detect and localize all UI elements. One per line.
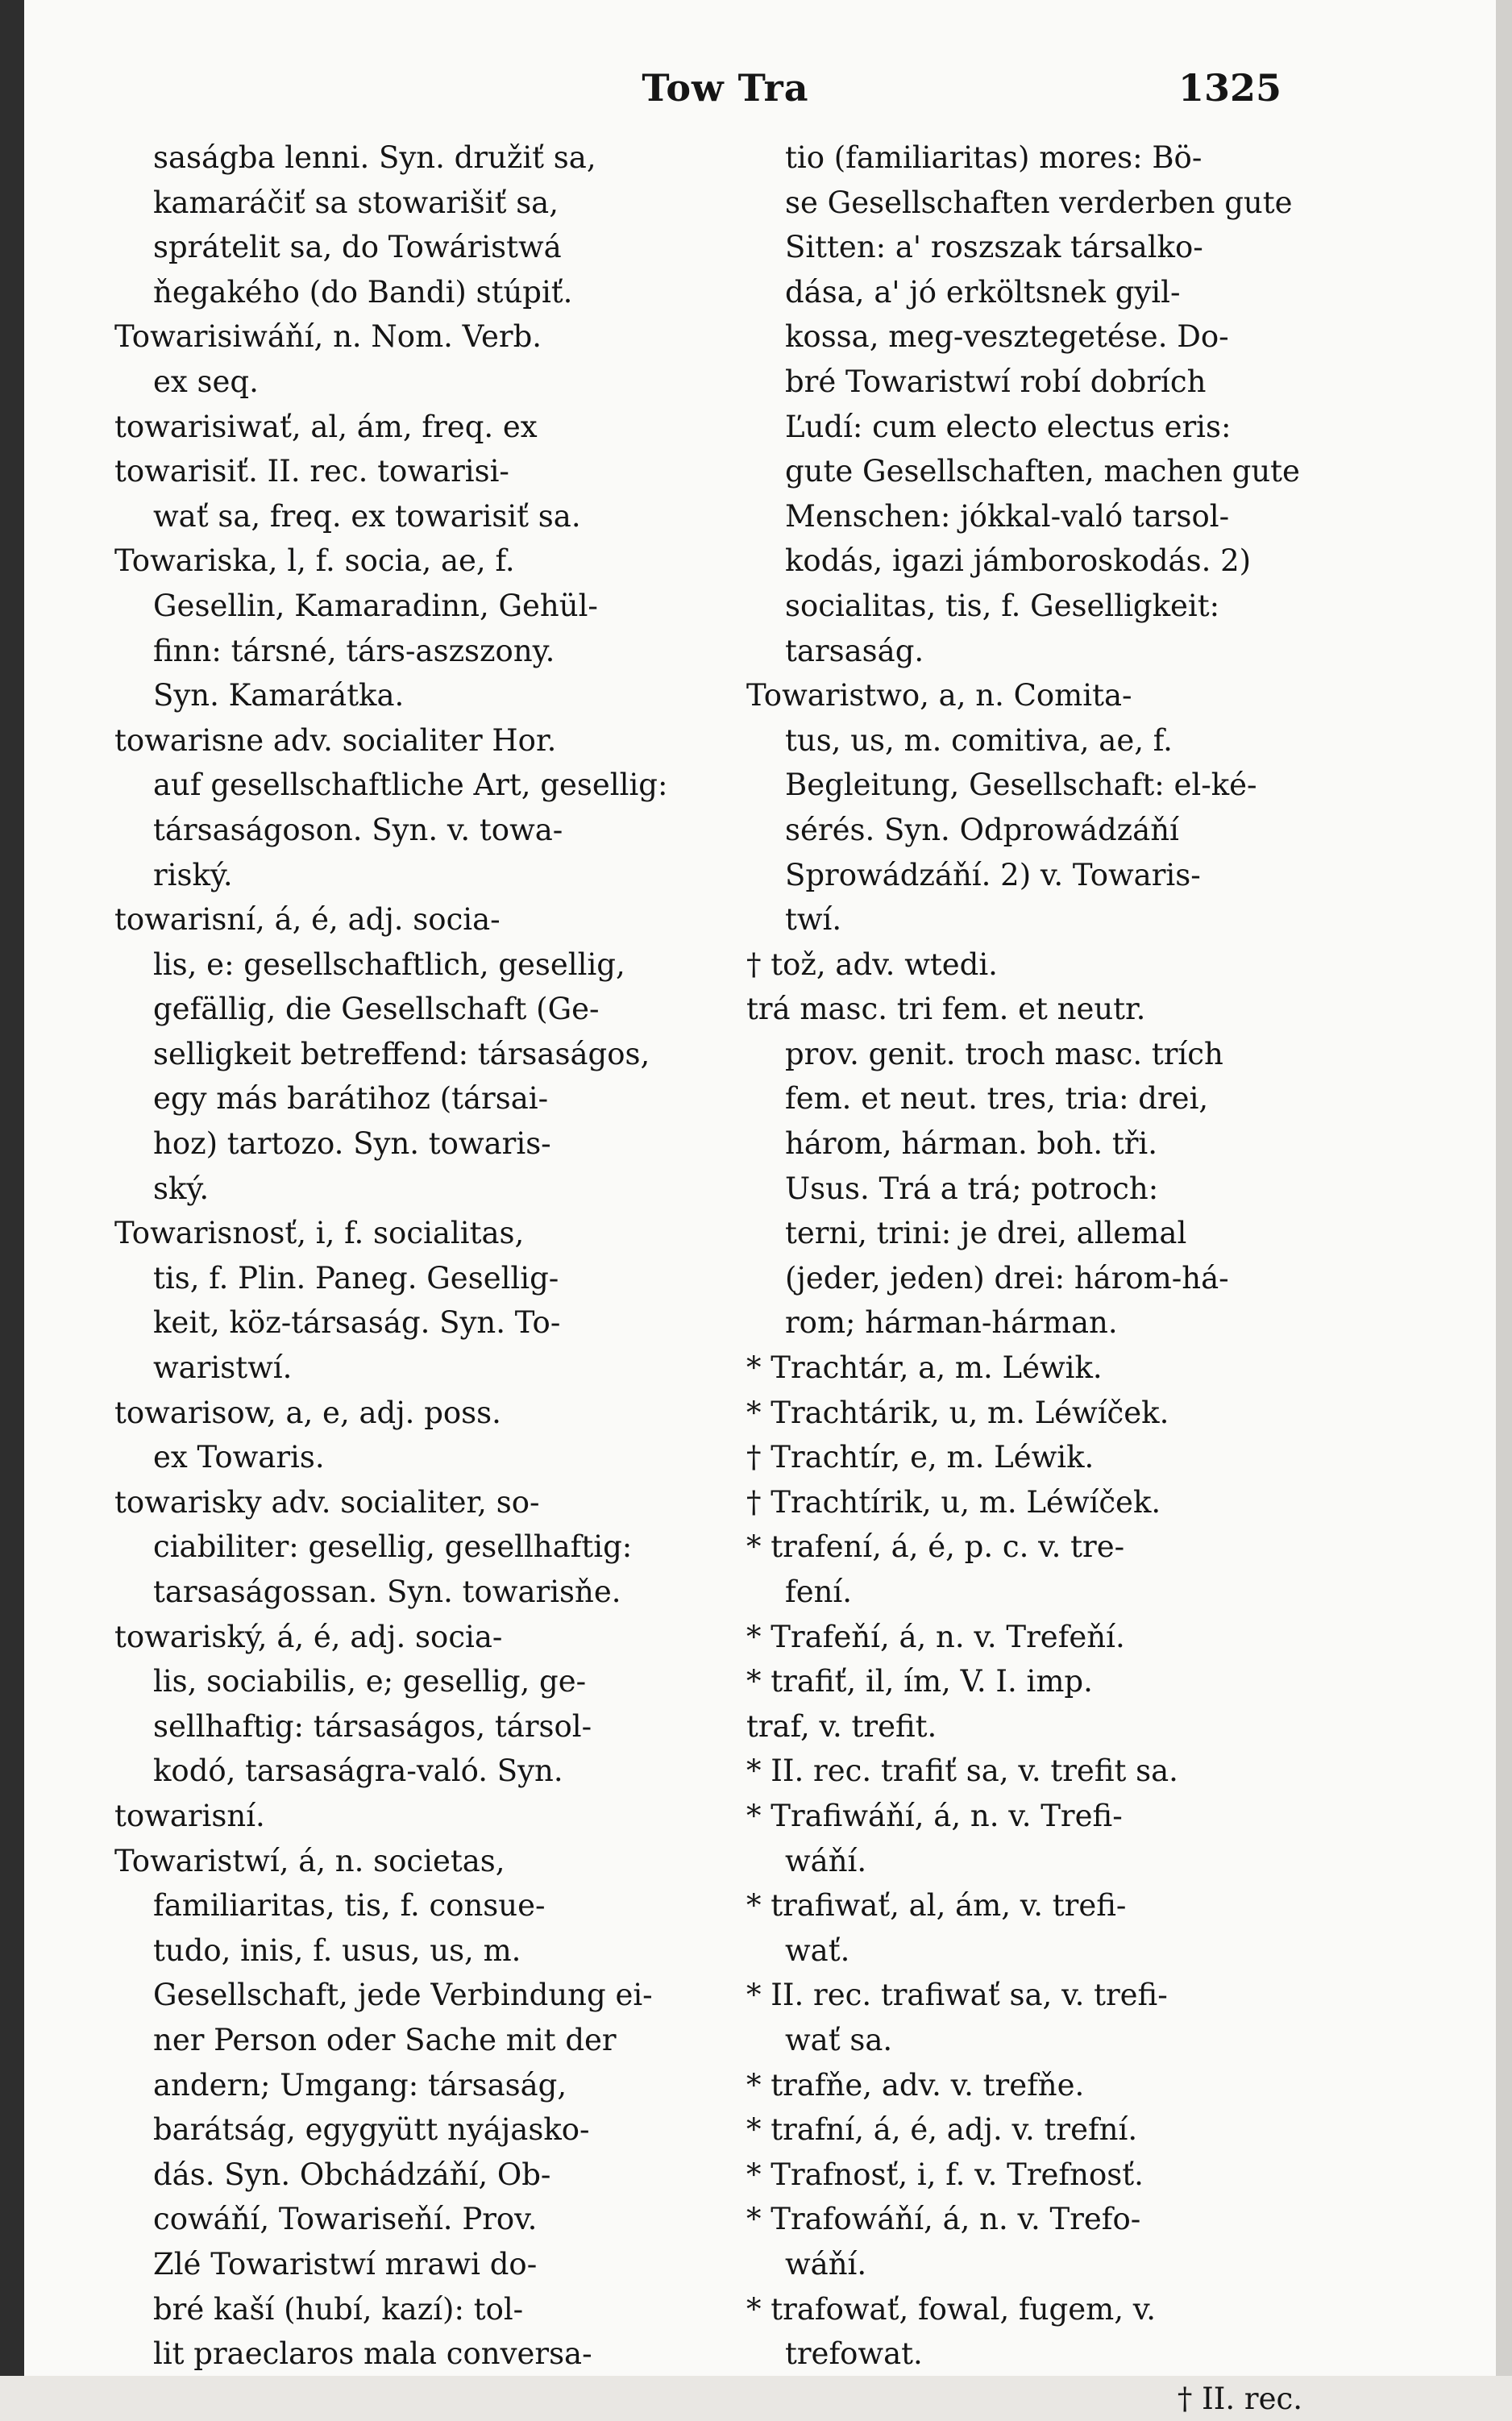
text-line: tio (familiaritas) mores: Bö- — [785, 140, 1203, 175]
text-line: Usus. Trá a trá; potroch: — [785, 1171, 1159, 1206]
text-line: wať sa, freq. ex towarisiť sa. — [153, 498, 581, 534]
text-line: familiaritas, tis, f. consue- — [153, 1888, 546, 1924]
text-line: Towarisnosť, i, f. socialitas, — [114, 1216, 525, 1251]
text-line: Menschen: jókkal-való tarsol- — [785, 498, 1230, 534]
text-line: sprátelit sa, do Towáristwá — [153, 230, 562, 265]
text-line: barátság, egygyütt nyájasko- — [153, 2112, 590, 2148]
scan-edge-left — [0, 0, 24, 2376]
running-head: Tow Tra — [642, 66, 809, 110]
text-line: traf, v. trefit. — [746, 1708, 937, 1744]
text-line: Begleitung, Gesellschaft: el-ké- — [785, 767, 1257, 803]
text-line: dása, a' jó erköltsnek gyil- — [785, 274, 1181, 310]
page-number: 1325 — [1178, 66, 1281, 110]
text-line: Sprowádzáňí. 2) v. Towaris- — [785, 857, 1201, 892]
text-line: * trafiť, il, ím, V. I. imp. — [746, 1664, 1093, 1699]
text-line: egy más barátihoz (társai- — [153, 1081, 549, 1117]
text-line: dás. Syn. Obchádzáňí, Ob- — [153, 2157, 551, 2192]
text-line: Towarisiwáňí, n. Nom. Verb. — [114, 319, 542, 355]
text-line: Towaristwo, a, n. Comita- — [746, 678, 1132, 713]
text-line: bré kaší (hubí, kazí): tol- — [153, 2291, 524, 2327]
text-line: towariský, á, é, adj. socia- — [114, 1619, 503, 1654]
text-line: ský. — [153, 1171, 210, 1206]
text-line: ner Person oder Sache mit der — [153, 2022, 617, 2057]
text-line: társaságoson. Syn. v. towa- — [153, 812, 563, 847]
text-line: keit, köz-társaság. Syn. To- — [153, 1305, 561, 1341]
text-line: terni, trini: je drei, allemal — [785, 1216, 1187, 1251]
text-line: kamaráčiť sa stowarišiť sa, — [153, 185, 559, 220]
right-column — [746, 135, 1327, 2421]
text-line: * trafowať, fowal, fugem, v. — [746, 2291, 1157, 2327]
text-line: * Trafeňí, á, n. v. Trefeňí. — [746, 1619, 1125, 1654]
text-line: * trafní, á, é, adj. v. trefní. — [746, 2112, 1138, 2148]
text-line: wáňí. — [785, 2246, 867, 2282]
text-line: trá masc. tri fem. et neutr. — [746, 992, 1146, 1027]
text-line: wáňí. — [785, 1843, 867, 1878]
text-line: * II. rec. trafiť sa, v. trefit sa. — [746, 1753, 1178, 1789]
text-line: saságba lenni. Syn. družiť sa, — [153, 140, 596, 175]
text-line: towarisne adv. socialiter Hor. — [114, 722, 557, 758]
text-line: trefowat. — [785, 2336, 923, 2372]
text-line: kossa, meg-vesztegetése. Do- — [785, 319, 1229, 355]
text-line: se Gesellschaften verderben gute — [785, 185, 1293, 220]
text-line: † Trachtír, e, m. Léwik. — [746, 1440, 1095, 1475]
text-line: tis, f. Plin. Paneg. Gesellig- — [153, 1260, 559, 1296]
left-column — [114, 135, 735, 2377]
text-line: wať sa. — [785, 2022, 893, 2057]
text-line: Towaristwí, á, n. societas, — [114, 1843, 505, 1878]
text-line: towarisiwať, al, ám, freq. ex — [114, 409, 538, 444]
text-line: andern; Umgang: társaság, — [153, 2067, 567, 2103]
text-line: lis, sociabilis, e; gesellig, ge- — [153, 1664, 587, 1699]
text-line: fení. — [785, 1574, 853, 1609]
text-line: towarisní, á, é, adj. socia- — [114, 902, 501, 938]
text-line: Zlé Towaristwí mrawi do- — [153, 2246, 538, 2282]
text-line: * Trachtár, a, m. Léwik. — [746, 1350, 1103, 1386]
text-line: gute Gesellschaften, machen gute — [785, 454, 1300, 489]
text-line: rom; hárman-hárman. — [785, 1305, 1118, 1341]
text-line: wať. — [785, 1932, 850, 1968]
text-line: gefällig, die Gesellschaft (Ge- — [153, 992, 600, 1027]
text-line: auf gesellschaftliche Art, gesellig: — [153, 767, 668, 803]
text-line: * Trafnosť, i, f. v. Trefnosť. — [746, 2157, 1144, 2192]
text-line: * trafení, á, é, p. c. v. tre- — [746, 1529, 1125, 1565]
text-line: kodás, igazi jámboroskodás. 2) — [785, 543, 1252, 579]
text-line: lis, e: gesellschaftlich, gesellig, — [153, 946, 625, 982]
text-line: towarisiť. II. rec. towarisi- — [114, 454, 509, 489]
text-line: sérés. Syn. Odprowádzáňí — [785, 812, 1179, 847]
text-line: ex seq. — [153, 364, 259, 399]
text-line: * Trafowáňí, á, n. v. Trefo- — [746, 2202, 1141, 2237]
text-line: finn: társné, társ-aszszony. — [153, 633, 555, 668]
text-line: ciabiliter: gesellig, gesellhaftig: — [153, 1529, 633, 1565]
text-line: waristwí. — [153, 1350, 293, 1386]
text-line: * Trafiwáňí, á, n. v. Trefi- — [746, 1798, 1123, 1833]
text-line: ex Towaris. — [153, 1440, 325, 1475]
text-line: sellhaftig: társaságos, társol- — [153, 1708, 592, 1744]
text-line: (jeder, jeden) drei: három-há- — [785, 1260, 1229, 1296]
text-line: towarisní. — [114, 1798, 265, 1833]
text-line: tarsaságossan. Syn. towarisňe. — [153, 1574, 621, 1609]
text-line: * Trachtárik, u, m. Léwíček. — [746, 1395, 1169, 1430]
text-line: * II. rec. trafiwať sa, v. trefi- — [746, 1978, 1168, 2013]
text-line: cowáňí, Towariseňí. Prov. — [153, 2202, 538, 2237]
text-line: selligkeit betreffend: társaságos, — [153, 1036, 650, 1071]
text-line: Ľudí: cum electo electus eris: — [785, 409, 1232, 444]
text-line: prov. genit. troch masc. trích — [785, 1036, 1223, 1071]
text-line: * trafiwať, al, ám, v. trefi- — [746, 1888, 1127, 1924]
text-line: † Trachtírik, u, m. Léwíček. — [746, 1484, 1161, 1520]
text-line: kodó, tarsaságra-való. Syn. — [153, 1753, 563, 1789]
dictionary-page — [24, 0, 1496, 2416]
text-line: fem. et neut. tres, tria: drei, — [785, 1081, 1209, 1117]
text-line: tus, us, m. comitiva, ae, f. — [785, 722, 1173, 758]
text-line: † II. rec. — [1177, 2381, 1302, 2416]
text-line: Syn. Kamarátka. — [153, 678, 405, 713]
text-line: Gesellin, Kamaradinn, Gehül- — [153, 588, 598, 623]
text-line: towarisky adv. socialiter, so- — [114, 1484, 540, 1520]
text-line: három, hárman. boh. tři. — [785, 1126, 1157, 1162]
text-line: * trafňe, adv. v. trefňe. — [746, 2067, 1085, 2103]
text-line: towarisow, a, e, adj. poss. — [114, 1395, 501, 1430]
text-line: tarsaság. — [785, 633, 924, 668]
text-line: Gesellschaft, jede Verbindung ei- — [153, 1978, 653, 2013]
text-line: twí. — [785, 902, 842, 938]
text-line: Towariska, l, f. socia, ae, f. — [114, 543, 515, 579]
text-line: riský. — [153, 857, 233, 892]
text-line: hoz) tartozo. Syn. towaris- — [153, 1126, 551, 1162]
text-line: tudo, inis, f. usus, us, m. — [153, 1932, 521, 1968]
text-line: † tož, adv. wtedi. — [746, 946, 998, 982]
text-line: lit praeclaros mala conversa- — [153, 2336, 592, 2372]
text-line: ňegakého (do Bandi) stúpiť. — [153, 274, 573, 310]
text-line: Sitten: a' roszszak társalko- — [785, 230, 1203, 265]
text-line: socialitas, tis, f. Geselligkeit: — [785, 588, 1220, 623]
scan-edge-right — [1496, 0, 1512, 2376]
text-line: bré Towaristwí robí dobrích — [785, 364, 1207, 399]
